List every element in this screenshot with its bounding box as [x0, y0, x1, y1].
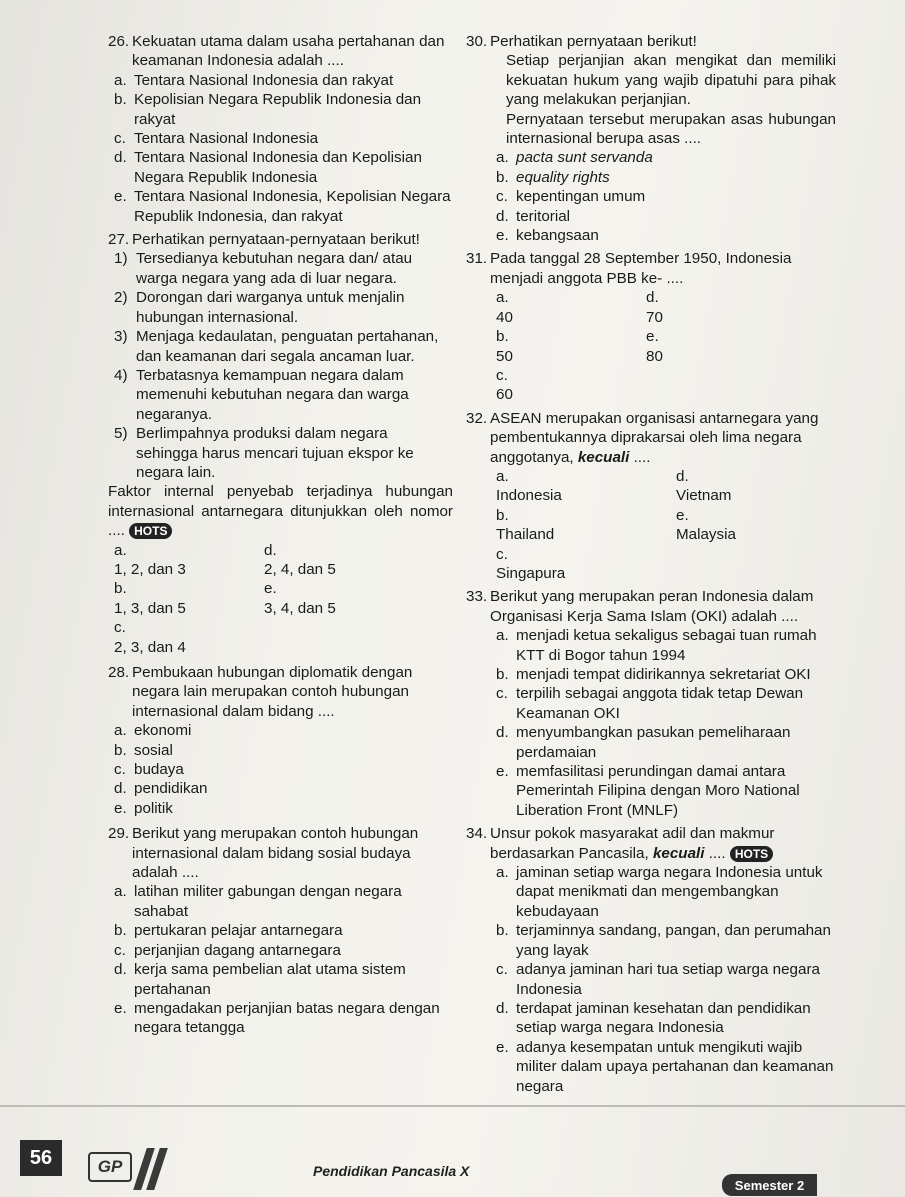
option: e. Tentara Nasional Indonesia, Kepolisian Negara Republik Indonesia, dan rakyat [114, 188, 451, 225]
option: d. pendidikan [114, 780, 208, 798]
question-33 [466, 587, 836, 820]
option: a. jaminan setiap warga negara Indonesia untuk dapat menikmati dan mengembangkan kebudayaan [496, 864, 823, 920]
question-text: Unsur pokok masyarakat adil dan makmur berdasarkan Pancasila, kecuali .... HOTS [490, 825, 775, 862]
option: d. Vietnam [676, 467, 732, 505]
question-text: Perhatikan pernyataan-pernyataan berikut! [132, 231, 420, 249]
quoted-statement: Setiap perjanjian akan mengikat dan memiliki kekuatan hukum yang wajib dipatuhi para pihak yang melakukan perjanjian. [506, 52, 836, 109]
semester-label: Semester 2 [722, 1174, 817, 1196]
question-number: 28. [108, 664, 130, 681]
statement: 4) Terbatasnya kemampuan negara dalam memenuhi kebutuhan negara dan warga negaranya. [114, 366, 409, 423]
question-29 [108, 824, 453, 1037]
option: b. Kepolisian Negara Republik Indonesia dan rakyat [114, 91, 422, 128]
option: e. kebangsaan [496, 227, 599, 245]
publisher-logo: GP [88, 1152, 132, 1182]
option: d. 2, 4, dan 5 [264, 541, 336, 578]
question-30 [466, 32, 836, 245]
option: e. 3, 4, dan 5 [264, 580, 336, 617]
option: b. 50 [496, 328, 513, 365]
subject-title: Pendidikan Pancasila X [313, 1163, 470, 1179]
statement: 5) Berlimpahnya produksi dalam negara sehingga harus mencari tujuan ekspor ke negara lain. [114, 425, 414, 481]
statement: 3) Menjaga kedaulatan, penguatan pertahanan, dan keamanan dari segala ancaman luar. [114, 328, 439, 365]
option: e. 80 [646, 328, 663, 365]
question-text: ASEAN merupakan organisasi antarnegara yang pembentukannya diprakarsai oleh lima negara anggotanya, kecuali .... [490, 409, 819, 466]
option: a. Tentara Nasional Indonesia dan rakyat [114, 71, 394, 89]
footer-divider [0, 1105, 905, 1133]
left-column [108, 32, 453, 1040]
option: e. adanya kesempatan untuk mengikuti wajib militer dalam upaya pertahanan dan keamanan negara [496, 1038, 834, 1095]
option: c. adanya jaminan hari tua setiap warga negara Indonesia [496, 961, 820, 998]
question-number: 29. [108, 825, 130, 843]
option: c. kepentingan umum [496, 188, 646, 206]
option: d. 70 [646, 289, 663, 326]
question-text: Berikut yang merupakan contoh hubungan internasional dalam bidang sosial budaya adalah .... [132, 825, 419, 882]
hots-badge: HOTS [129, 523, 172, 539]
question-number: 26. [108, 33, 130, 50]
question-number: 27. [108, 231, 130, 249]
option: a. ekonomi [114, 722, 192, 740]
option: a. menjadi ketua sekaligus sebagai tuan rumah KTT di Bogor tahun 1994 [496, 627, 817, 664]
option: c. terpilih sebagai anggota tidak tetap Dewan Keamanan OKI [496, 685, 804, 722]
option: b. Thailand [496, 506, 555, 544]
option: e. Malaysia [676, 506, 736, 544]
question-32 [466, 409, 836, 584]
hots-badge: HOTS [730, 846, 773, 862]
question-number: 31. [466, 250, 488, 268]
option: b. terjaminnya sandang, pangan, dan perumahan yang layak [496, 922, 831, 959]
option: d. teritorial [496, 207, 571, 225]
option: b. 1, 3, dan 5 [114, 580, 186, 617]
option: c. Tentara Nasional Indonesia [114, 130, 319, 148]
question-text: Perhatikan pernyataan berikut! [490, 33, 697, 50]
question-text: Pembukaan hubungan diplomatik dengan negara lain merupakan contoh hubungan internasional dalam bidang .... [132, 664, 413, 720]
option: a. 40 [496, 289, 513, 326]
question-number: 30. [466, 33, 488, 50]
option: b. equality rights [496, 168, 610, 186]
option: a. pacta sunt servanda [496, 149, 653, 167]
option: a. 1, 2, dan 3 [114, 541, 186, 578]
question-prompt: Pernyataan tersebut merupakan asas hubungan internasional berupa asas .... [506, 110, 836, 148]
question-31 [466, 249, 836, 404]
question-27 [108, 230, 453, 657]
page-number: 56 [20, 1140, 62, 1176]
option: c. Singapura [496, 545, 566, 582]
question-28 [108, 663, 453, 818]
question-number: 32. [466, 409, 488, 427]
option: c. budaya [114, 761, 184, 779]
option: d. Tentara Nasional Indonesia dan Kepolisian Negara Republik Indonesia [114, 149, 422, 186]
option: c. 60 [496, 366, 513, 404]
option: a. Indonesia [496, 467, 562, 505]
option: e. politik [114, 799, 173, 817]
option-grid [496, 467, 836, 583]
option: d. terdapat jaminan kesehatan dan pendidikan setiap warga negara Indonesia [496, 999, 811, 1037]
option: b. menjadi tempat didirikannya sekretariat OKI [496, 666, 811, 683]
statement: 1) Tersedianya kebutuhan negara dan/ atau warga negara yang ada di luar negara. [114, 250, 413, 287]
right-column [466, 32, 836, 1098]
option: c. perjanjian dagang antarnegara [114, 941, 341, 959]
question-text: Berikut yang merupakan peran Indonesia dalam Organisasi Kerja Sama Islam (OKI) adalah .... [490, 588, 814, 625]
question-number: 34. [466, 825, 488, 843]
option: d. menyumbangkan pasukan pemeliharaan perdamaian [496, 724, 791, 761]
option: b. sosial [114, 741, 173, 759]
option: a. latihan militer gabungan dengan negara sahabat [114, 883, 402, 920]
question-prompt: Faktor internal penyebab terjadinya hubungan internasional antarnegara ditunjukkan oleh nomor .... HOTS [108, 483, 453, 540]
question-34 [466, 824, 836, 1096]
question-26 [108, 32, 453, 226]
option-grid [496, 288, 836, 404]
question-text: Kekuatan utama dalam usaha pertahanan dan keamanan Indonesia adalah .... [132, 33, 445, 70]
question-text: Pada tanggal 28 September 1950, Indonesia menjadi anggota PBB ke- .... [490, 250, 792, 287]
statement: 2) Dorongan dari warganya untuk menjalin hubungan internasional. [114, 289, 405, 326]
option: b. pertukaran pelajar antarnegara [114, 922, 343, 940]
option-grid [114, 541, 453, 657]
option: d. kerja sama pembelian alat utama sistem pertahanan [114, 961, 406, 998]
question-number: 33. [466, 588, 488, 606]
option: e. memfasilitasi perundingan damai antara Pemerintah Filipina dengan Moro National Liberation Front (MNLF) [496, 763, 800, 819]
option: e. mengadakan perjanjian batas negara dengan negara tetangga [114, 999, 440, 1037]
option: c. 2, 3, dan 4 [114, 619, 186, 656]
